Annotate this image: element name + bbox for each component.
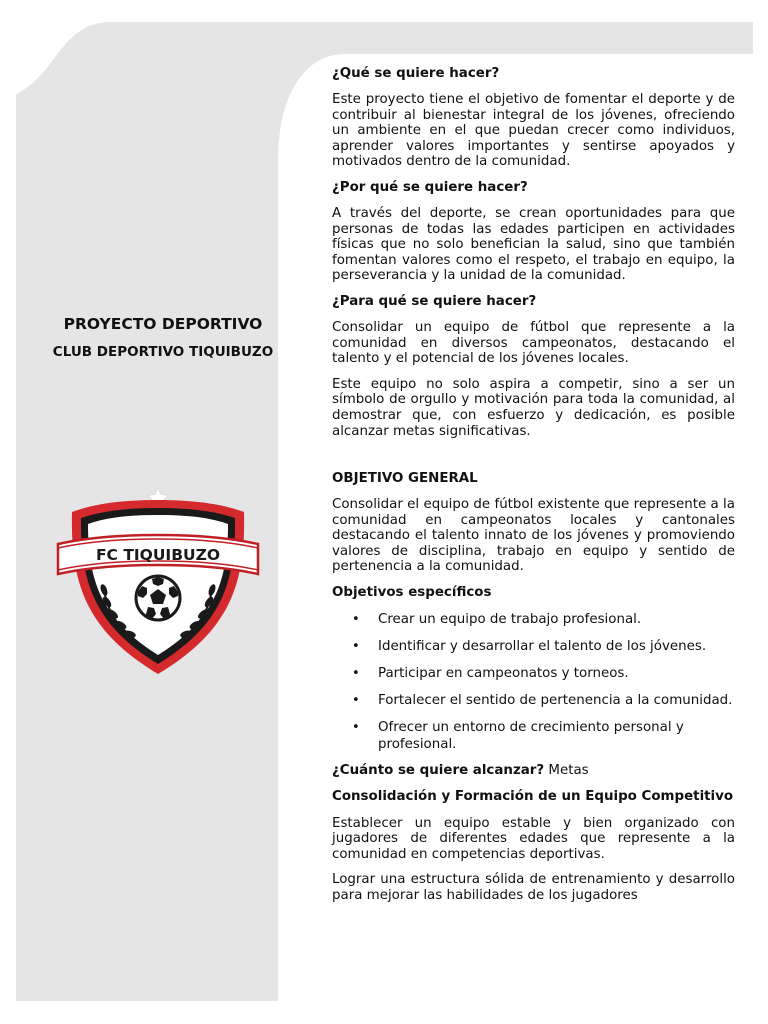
project-title: PROYECTO DEPORTIVO: [63, 315, 263, 333]
bullet: •: [352, 693, 360, 709]
list-item: [332, 665, 735, 682]
bullet: •: [352, 720, 360, 736]
club-logo: [52, 486, 264, 678]
question-what-heading: ¿Qué se quiere hacer?: [332, 66, 500, 81]
list-item-text: Ofrecer un entorno de crecimiento personal y profesional.: [378, 720, 684, 753]
bullet: •: [352, 666, 360, 682]
goals-heading-rest: Metas: [544, 763, 589, 779]
soccer-ball-icon: [136, 576, 180, 620]
bullet: •: [352, 612, 360, 628]
general-objective-text: Consolidar el equipo de fútbol existente que represente a la comunidad en campeonatos locales y cantonales destacando el talento innato de los jóvenes y promoviendo valores de disciplina, trabajo en equipo y sentido de pertenencia a la comunidad.: [332, 497, 735, 575]
question-why-text: A través del deporte, se crean oportunidades para que personas de todas las edades participen en actividades físicas que no solo benefician la salud, sino que también fomentan valores como el respeto, el trabajo en equipo, la perseverancia y la unidad de la comunidad.: [332, 205, 735, 284]
list-item: [332, 719, 735, 753]
logo-text: FC TIQUIBUZO: [95, 546, 221, 564]
club-name: CLUB DEPORTIVO TIQUIBUZO: [52, 344, 274, 360]
list-item: [332, 692, 735, 709]
main-content: [332, 66, 735, 914]
list-item: [332, 611, 735, 628]
list-item-text: Fortalecer el sentido de pertenencia a la comunidad.: [378, 693, 733, 709]
goals-heading-bold: ¿Cuánto se quiere alcanzar?: [332, 763, 545, 779]
goal-1-text-2: Lograr una estructura sólida de entrenamiento y desarrollo para mejorar las habilidades de los jugadores: [332, 872, 735, 904]
goal-1-heading: Consolidación y Formación de un Equipo Competitivo: [332, 788, 734, 804]
list-item-text: Participar en campeonatos y torneos.: [378, 666, 629, 682]
goal-1-text-1: Establecer un equipo estable y bien organizado con jugadores de diferentes edades que represente a la comunidad en competencias deportivas.: [332, 815, 735, 862]
bullet: •: [352, 639, 360, 655]
question-purpose-heading: ¿Para qué se quiere hacer?: [332, 293, 537, 309]
question-why-heading: ¿Por qué se quiere hacer?: [332, 179, 528, 195]
question-purpose-text-2: Este equipo no solo aspira a competir, sino a ser un símbolo de orgullo y motivación para toda la comunidad, al demostrar que, con esfuerzo y dedicación, es posible alcanzar metas significativas.: [332, 376, 735, 439]
general-objective-heading: OBJETIVO GENERAL: [332, 471, 478, 487]
list-item-text: Identificar y desarrollar el talento de los jóvenes.: [378, 639, 707, 655]
spacer: [332, 449, 735, 471]
question-what-text: Este proyecto tiene el objetivo de fomentar el deporte y de contribuir al bienestar integral de los jóvenes, ofreciendo un ambiente en el que puedan crecer como individuos, aprender valores importantes y sentirse apoyados y motivados dentro de la comunidad.: [332, 92, 735, 170]
specific-objectives-list: [332, 611, 735, 753]
goals-heading: [332, 763, 735, 779]
list-item: [332, 638, 735, 655]
question-purpose-text-1: Consolidar un equipo de fútbol que represente a la comunidad en diversos campeonatos, destacando el talento y el potencial de los jóvenes locales.: [332, 319, 735, 367]
specific-objectives-heading: Objetivos específicos: [332, 585, 492, 601]
sidebar-title-block: [40, 314, 286, 361]
list-item-text: Crear un equipo de trabajo profesional.: [378, 612, 642, 628]
